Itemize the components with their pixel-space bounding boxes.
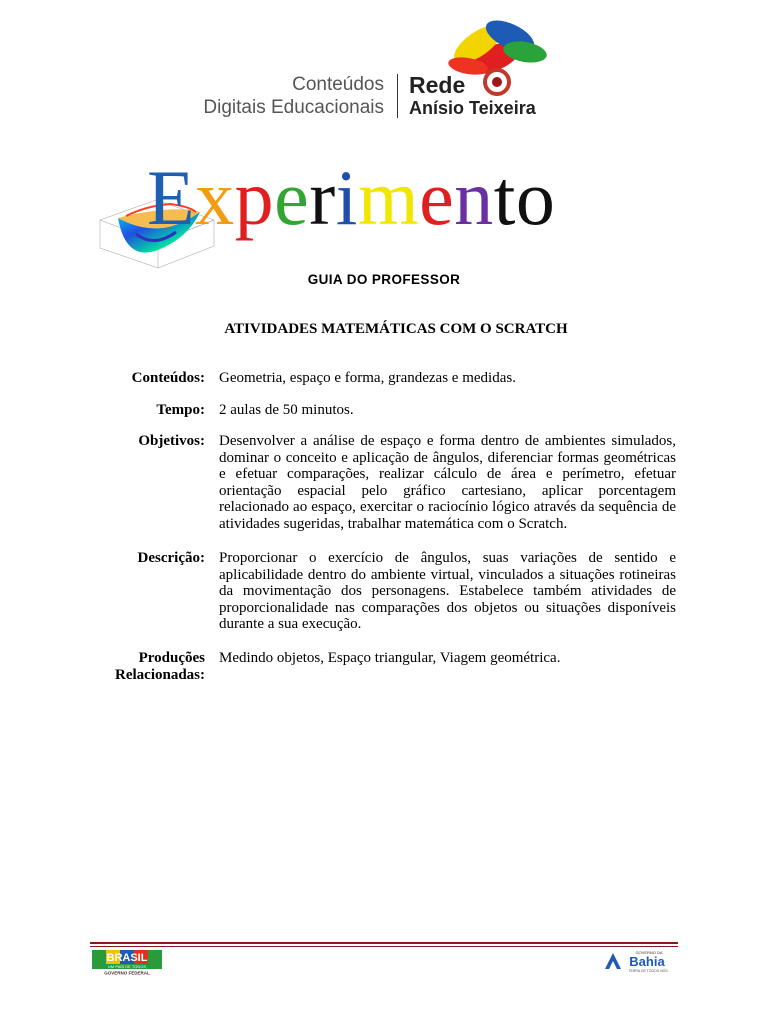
logo-divider: [397, 74, 398, 118]
field-label: [90, 650, 205, 683]
title-letter: n: [454, 154, 494, 241]
field-label: Objetivos:: [138, 433, 205, 449]
activity-title: ATIVIDADES MATEMÁTICAS COM O SCRATCH: [224, 321, 568, 337]
title-letter: x: [195, 154, 235, 241]
logo-text-conteudos: [203, 73, 384, 119]
title-letter: i: [335, 154, 358, 241]
field-value: Proporcionar o exercício de ângulos, suas variações de sentido e aplicabilidade dentro do ambiente virtual, vinculados a situações rotineiras da movimentação dos personagens. Estabelece também atividades de proporcionalidade nas comparações dos objetos ou situações disponíveis durante a sua execução.: [219, 550, 676, 632]
field-label-line: Relacionadas:: [115, 666, 205, 683]
field-value: Geometria, espaço e forma, grandezas e medidas.: [219, 370, 516, 386]
title-letter: r: [309, 154, 336, 241]
logo-anisio-teixeira: Anísio Teixeira: [409, 98, 536, 118]
field-label: Conteúdos:: [131, 370, 205, 386]
title-letter: E: [147, 154, 196, 241]
logo-text-rede: [409, 73, 536, 119]
field-value: 2 aulas de 50 minutos.: [219, 402, 354, 418]
logo-rede: Rede: [409, 72, 466, 98]
governo-da-bahia-logo: [603, 949, 677, 973]
field-label-line: Produções: [138, 650, 205, 666]
title-letter: t: [493, 154, 516, 241]
title-letter: o: [515, 154, 556, 241]
experimento-title: [147, 150, 555, 246]
svg-text:UM PAÍS DE TODOS: UM PAÍS DE TODOS: [107, 964, 147, 969]
title-letter: p: [234, 154, 275, 241]
svg-text:GOVERNO FEDERAL: GOVERNO FEDERAL: [104, 970, 150, 976]
footer-rule-thin: [90, 946, 678, 947]
title-letter: e: [274, 154, 310, 241]
field-value: Medindo objetos, Espaço triangular, Viagem geométrica.: [219, 650, 561, 666]
field-label: Descrição:: [137, 550, 205, 566]
title-letter: m: [357, 154, 420, 241]
logo-line-1: Conteúdos: [292, 74, 384, 95]
guia-heading: GUIA DO PROFESSOR: [307, 272, 461, 287]
svg-text:TERRA DE TODOS NÓS: TERRA DE TODOS NÓS: [628, 969, 668, 973]
logo-line-2: Digitais Educacionais: [203, 97, 384, 118]
svg-text:BRASIL: BRASIL: [106, 952, 148, 964]
field-value: Desenvolver a análise de espaço e forma dentro de ambientes simulados, dominar o conceito e aplicação de ângulos, diferenciar formas geométricas e efetuar comparações, realizar cálculo de área e perímetro, efetuar orientação espacial pelo gráfico cartesiano, aplicar porcentagem relacionado ao espaço, exercitar o raciocínio lógico através da sequência de atividades sugeridas, trabalhar matemática com o Scratch.: [219, 433, 676, 532]
svg-text:GOVERNO DA: GOVERNO DA: [635, 950, 663, 955]
footer-rule: [90, 942, 678, 944]
field-label: Tempo:: [156, 402, 205, 418]
title-letter: e: [419, 154, 455, 241]
brasil-governo-federal-logo: [92, 950, 164, 976]
svg-text:Bahia: Bahia: [629, 954, 665, 969]
